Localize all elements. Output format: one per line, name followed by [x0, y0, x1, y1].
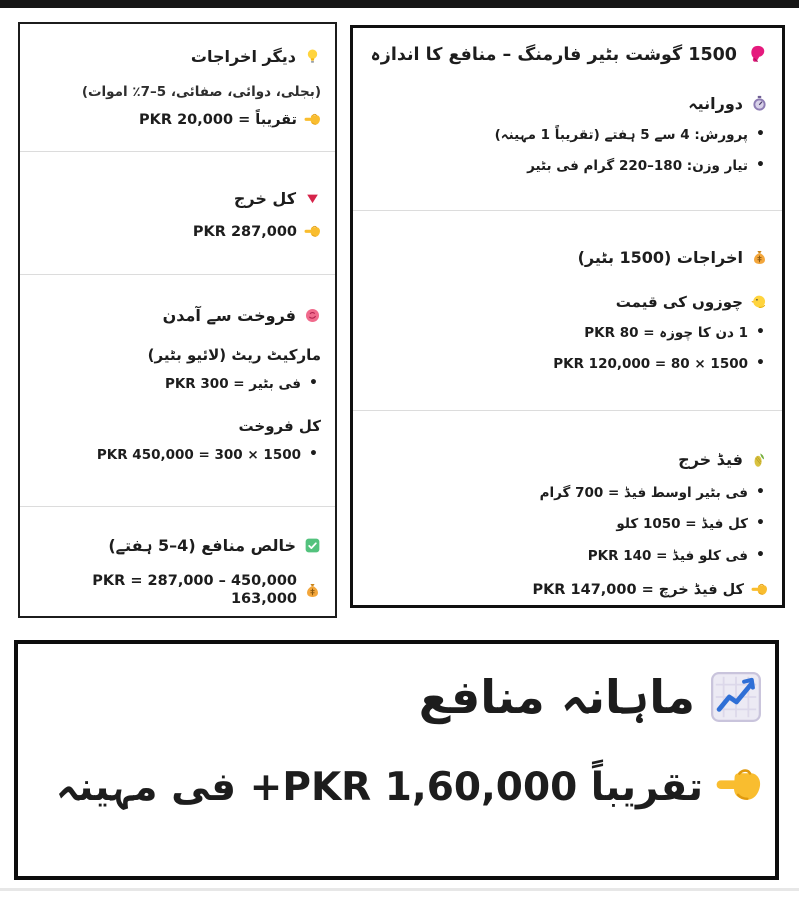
- total-sales-heading: کل فروخت: [238, 416, 321, 435]
- other-expenses-title: دیگر اخراجات: [190, 47, 296, 66]
- expenses-title: اخراجات (1500 بٹیر): [577, 248, 743, 267]
- total-cost-header: [34, 188, 321, 210]
- expenses-section: [353, 211, 782, 411]
- feed-cost-section: [353, 411, 782, 600]
- total-cost-value: PKR 287,000: [192, 223, 297, 240]
- sales-income-header: [34, 305, 321, 327]
- total-sales-bullet: • 1500 × 300 = PKR 450,000: [34, 446, 321, 465]
- chick-unit-price-bullet: • 1 دن کا چوزہ = PKR 80: [367, 324, 768, 343]
- total-cost-section: [20, 152, 335, 275]
- market-rate-bullet: • فی بٹیر = PKR 300: [34, 375, 321, 394]
- meat-icon: [746, 44, 768, 66]
- stopwatch-icon: [751, 95, 768, 112]
- pointing-hand-icon: [715, 764, 763, 812]
- monthly-profit-amount: تقریباً PKR 1,60,000+ فی مہینہ: [55, 764, 703, 810]
- duration-header: [367, 93, 768, 115]
- chick-price-header: [367, 292, 768, 312]
- feed-cost-header: [367, 449, 768, 471]
- total-cost-title: کل خرج: [233, 189, 296, 208]
- money-bag-icon: [304, 582, 321, 599]
- sales-income-section: [20, 275, 335, 507]
- expenses-header: [367, 247, 768, 269]
- net-profit-section: [20, 507, 335, 609]
- farming-estimate-panel: [350, 25, 785, 608]
- monthly-profit-panel: [14, 640, 779, 880]
- feed-total-cost-line: [367, 581, 768, 600]
- costs-summary-panel: [18, 22, 337, 618]
- net-profit-value: 450,000 – 287,000 = PKR 163,000: [92, 572, 297, 608]
- top-border-strip: [0, 0, 799, 8]
- duration-section: [353, 28, 782, 211]
- money-bag-icon: [751, 249, 768, 266]
- panel-title: 1500 گوشت بٹیر فارمنگ – منافع کا اندازہ: [370, 45, 737, 65]
- feed-per-bird-bullet: • فی بٹیر اوسط فیڈ = 700 گرام: [367, 484, 768, 503]
- other-expenses-section: [20, 24, 335, 152]
- pointing-hand-icon: [304, 224, 321, 241]
- other-expenses-header: [34, 46, 321, 68]
- net-profit-title: خالص منافع (4–5 ہفتے): [108, 536, 296, 555]
- chick-icon: [751, 293, 768, 310]
- pointing-hand-icon: [304, 112, 321, 129]
- sales-income-title: فروخت سے آمدن: [162, 306, 296, 325]
- pointing-hand-icon: [751, 582, 768, 599]
- lightbulb-icon: [304, 48, 321, 65]
- income-icon: [304, 307, 321, 324]
- net-profit-value-line: [34, 572, 321, 610]
- other-expenses-value-line: [34, 111, 321, 130]
- feed-cost-title: فیڈ خرج: [678, 450, 743, 469]
- other-expenses-value: تقریباً = PKR 20,000: [139, 112, 297, 129]
- monthly-profit-heading-row: [18, 644, 775, 724]
- check-icon: [304, 537, 321, 554]
- red-triangle-icon: [304, 190, 321, 207]
- monthly-profit-heading: ماہانہ منافع: [418, 669, 695, 724]
- chick-price-title: چوزوں کی قیمت: [615, 292, 743, 311]
- total-cost-value-line: [34, 223, 321, 242]
- net-profit-header: [34, 535, 321, 557]
- duration-title: دورانیہ: [688, 93, 743, 113]
- feed-icon: [751, 451, 768, 468]
- feed-total-kg-bullet: • کل فیڈ = 1050 کلو: [367, 515, 768, 534]
- monthly-profit-amount-row: [18, 764, 775, 812]
- panel-title-row: [353, 28, 782, 67]
- market-rate-heading: مارکیٹ ریٹ (لائیو بٹیر): [147, 345, 321, 364]
- bottom-border-strip: [0, 888, 799, 891]
- feed-total-cost-value: کل فیڈ خرچ = PKR 147,000: [532, 582, 744, 599]
- chart-up-icon: [709, 670, 763, 724]
- ready-weight-bullet: • تیار وزن: 180–220 گرام فی بٹیر: [367, 157, 768, 176]
- rearing-period-bullet: • پرورش: 4 سے 5 ہفتے (تقریباً 1 مہینہ): [367, 126, 768, 145]
- other-expenses-note: (بجلی، دوائی، صفائی، 5–7٪ اموات): [81, 83, 321, 100]
- feed-per-kg-bullet: • فی کلو فیڈ = PKR 140: [367, 547, 768, 566]
- chick-total-price-bullet: • 1500 × 80 = PKR 120,000: [367, 355, 768, 374]
